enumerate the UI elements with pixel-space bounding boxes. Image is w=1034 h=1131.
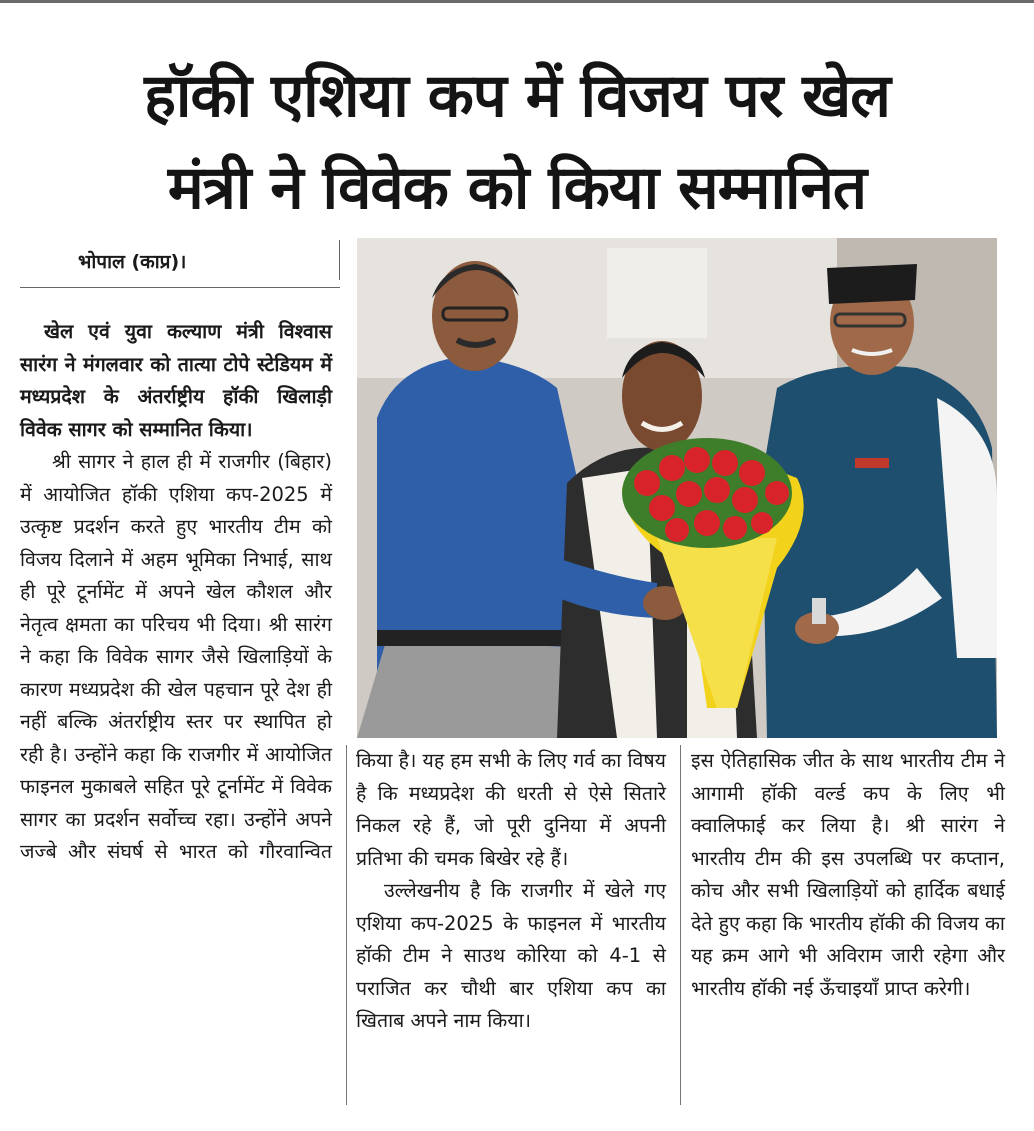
headline xyxy=(0,50,1034,234)
headline-line-2: मंत्री ने विवेक को किया सम्मानित xyxy=(167,153,867,223)
article-column-3 xyxy=(691,745,1005,1005)
top-border xyxy=(0,0,1034,3)
dateline: भोपाल (काप्र)। xyxy=(78,251,187,273)
dateline-rule xyxy=(20,287,340,288)
body-paragraph: श्री सागर ने हाल ही में राजगीर (बिहार) में आयोजित हॉकी एशिया कप-2025 में उत्कृष्ट प्रदर्शन करते हुए भारतीय टीम को विजय दिलाने में अहम भूमिका निभाई, साथ ही पूरे टूर्नामेंट में अपने खेल कौशल और नेतृत्व क्षमता का परिचय भी दिया। श्री सारंग ने कहा कि विवेक सागर जैसे खिलाड़ियों के कारण मध्यप्रदेश की खेल पहचान पूरे देश ही नहीं बल्कि अंतर्राष्ट्रीय स्तर पर स्थापित हो रही है। उन्होंने कहा कि राजगीर में आयोजित फाइनल मुकाबले सहित पूरे टूर्नामेंट में विवेक सागर का प्रदर्शन सर्वोच्च रहा। उन्होंने अपने जज्बे और संघर्ष से भारत को गौरवान्वित xyxy=(20,450,332,863)
column2-paragraph-1: किया है। यह हम सभी के लिए गर्व का विषय है कि मध्यप्रदेश की धरती से ऐसे सितारे निकल रहे हैं, जो पूरी दुनिया में अपनी प्रतिभा की चमक बिखेर रहे हैं। xyxy=(356,749,666,870)
column-divider-2 xyxy=(680,745,681,1105)
dateline-divider xyxy=(339,240,340,280)
article-column-2 xyxy=(356,745,666,1038)
column-divider-1 xyxy=(346,745,347,1105)
column3-paragraph-1: इस ऐतिहासिक जीत के साथ भारतीय टीम ने आगामी हॉकी वर्ल्ड कप के लिए भी क्वालिफाई कर लिया है। श्री सारंग ने भारतीय टीम की इस उपलब्धि पर कप्तान, कोच और सभी खिलाड़ियों को हार्दिक बधाई देते हुए कहा कि भारतीय हॉकी की विजय का यह क्रम आगे भी अविराम जारी रहेगा और भारतीय हॉकी नई ऊँचाइयाँ प्राप्त करेगी। xyxy=(691,749,1005,1000)
felicitation-photo xyxy=(357,238,997,738)
column2-paragraph-2: उल्लेखनीय है कि राजगीर में खेले गए एशिया कप-2025 के फाइनल में भारतीय हॉकी टीम ने साउथ कोरिया को 4-1 से पराजित कर चौथी बार एशिया कप का खिताब अपने नाम किया। xyxy=(356,879,666,1032)
headline-line-1: हॉकी एशिया कप में विजय पर खेल xyxy=(144,61,890,131)
lead-paragraph: खेल एवं युवा कल्याण मंत्री विश्वास सारंग ने मंगलवार को तात्या टोपे स्टेडियम में मध्यप्रदेश के अंतर्राष्ट्रीय हॉकी खिलाड़ी विवेक सागर को सम्मानित किया। xyxy=(20,320,332,441)
article-column-1 xyxy=(20,316,332,869)
